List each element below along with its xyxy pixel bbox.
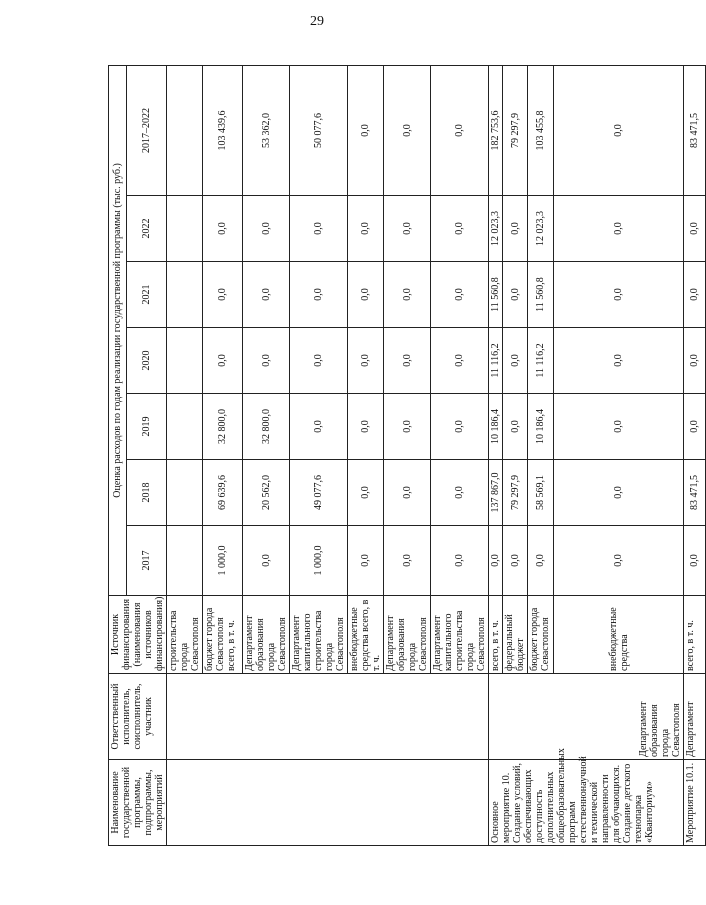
budget-table-container: [108, 66, 700, 846]
source-cell: бюджет города Севастополя: [528, 596, 554, 674]
year-header: 2018: [127, 460, 167, 526]
value-cell: [167, 460, 203, 526]
value-cell: 0,0: [503, 262, 528, 328]
value-cell: 0,0: [290, 394, 348, 460]
value-cell: 0,0: [384, 328, 431, 394]
source-cell: строительства города Севастополя: [167, 596, 203, 674]
value-cell: [167, 262, 203, 328]
header-source: Источник финансирования (наименования источников финансирования): [109, 596, 167, 674]
value-cell: 0,0: [384, 526, 431, 596]
value-cell: 0,0: [384, 262, 431, 328]
value-cell: 1 000,0: [203, 526, 243, 596]
value-cell: 0,0: [384, 196, 431, 262]
value-cell: 0,0: [431, 328, 489, 394]
value-cell: 0,0: [554, 65, 684, 195]
value-cell: 0,0: [348, 460, 384, 526]
value-cell: 0,0: [503, 526, 528, 596]
value-cell: 83 471,5: [684, 460, 706, 526]
year-header: 2019: [127, 394, 167, 460]
page-number: 29: [310, 14, 324, 29]
measure-10-1-name: Мероприятие 10.1.: [684, 760, 706, 846]
year-header: 2020: [127, 328, 167, 394]
value-cell: 0,0: [384, 394, 431, 460]
value-cell: 182 753,6: [489, 65, 503, 195]
value-cell: 49 077,6: [290, 460, 348, 526]
value-cell: 0,0: [503, 328, 528, 394]
value-cell: 0,0: [243, 262, 290, 328]
value-cell: 0,0: [431, 196, 489, 262]
year-header: 2021: [127, 262, 167, 328]
value-cell: 0,0: [431, 526, 489, 596]
value-cell: 10 186,4: [528, 394, 554, 460]
continued-name-cell: [167, 760, 489, 846]
source-cell: всего, в т. ч.: [684, 596, 706, 674]
header-estimate: Оценка расходов по годам реализации государственной программы (тыс. руб.): [109, 65, 127, 595]
value-cell: 20 562,0: [243, 460, 290, 526]
value-cell: 0,0: [203, 262, 243, 328]
value-cell: 0,0: [554, 262, 684, 328]
value-cell: 0,0: [431, 65, 489, 195]
value-cell: 12 023,3: [489, 196, 503, 262]
value-cell: 0,0: [348, 196, 384, 262]
value-cell: 137 867,0: [489, 460, 503, 526]
table-row: [167, 65, 203, 845]
value-cell: 0,0: [290, 328, 348, 394]
value-cell: 53 362,0: [243, 65, 290, 195]
source-cell: Департамент капитального строительства города Севастополя: [431, 596, 489, 674]
measure-10-executor: Департамент образования города Севастополя: [489, 674, 684, 760]
source-cell: Департамент образования города Севастополя: [384, 596, 431, 674]
value-cell: 11 560,8: [528, 262, 554, 328]
source-cell: федеральный бюджет: [503, 596, 528, 674]
source-cell: всего, в т. ч.: [489, 596, 503, 674]
value-cell: 0,0: [290, 196, 348, 262]
year-header: 2017: [127, 526, 167, 596]
value-cell: 79 297,9: [503, 65, 528, 195]
value-cell: 103 455,8: [528, 65, 554, 195]
value-cell: 0,0: [243, 196, 290, 262]
value-cell: 103 439,6: [203, 65, 243, 195]
value-cell: 0,0: [554, 460, 684, 526]
value-cell: 0,0: [489, 526, 503, 596]
value-cell: 0,0: [684, 262, 706, 328]
value-cell: 58 569,1: [528, 460, 554, 526]
continued-executor-cell: [167, 674, 489, 760]
value-cell: 0,0: [348, 526, 384, 596]
value-cell: 0,0: [348, 394, 384, 460]
source-cell: внебюджетные средства всего, в т. ч.: [348, 596, 384, 674]
header-name: Наименование государственной программы, подпрограммы, мероприятий: [109, 760, 167, 846]
value-cell: 0,0: [243, 526, 290, 596]
header-row: [109, 65, 127, 845]
value-cell: 10 186,4: [489, 394, 503, 460]
value-cell: 0,0: [431, 460, 489, 526]
value-cell: 0,0: [503, 394, 528, 460]
value-cell: 0,0: [243, 328, 290, 394]
value-cell: 79 297,9: [503, 460, 528, 526]
header-executor: Ответственный исполнитель, соисполнитель, участник: [109, 674, 167, 760]
value-cell: 83 471,5: [684, 65, 706, 195]
value-cell: 0,0: [348, 65, 384, 195]
value-cell: 0,0: [384, 65, 431, 195]
value-cell: 0,0: [554, 196, 684, 262]
value-cell: 0,0: [503, 196, 528, 262]
year-header: 2017–2022: [127, 65, 167, 195]
value-cell: 0,0: [348, 328, 384, 394]
value-cell: 0,0: [348, 262, 384, 328]
value-cell: 0,0: [684, 526, 706, 596]
value-cell: 11 116,2: [528, 328, 554, 394]
value-cell: 0,0: [203, 328, 243, 394]
value-cell: 50 077,6: [290, 65, 348, 195]
value-cell: 0,0: [554, 328, 684, 394]
value-cell: [167, 394, 203, 460]
value-cell: 0,0: [431, 394, 489, 460]
value-cell: [167, 65, 203, 195]
value-cell: 69 639,6: [203, 460, 243, 526]
source-cell: бюджет города Севастополя всего, в т. ч.: [203, 596, 243, 674]
measure-10-name: Основное мероприятие 10. Создание условий, обеспечивающих доступность дополнительных общеобразовательных программ естественнонаучной и технической направленности для обучающихся. Создание детского технопарка «Кванториум»: [489, 760, 684, 846]
value-cell: 1 000,0: [290, 526, 348, 596]
value-cell: 32 800,0: [203, 394, 243, 460]
value-cell: [167, 526, 203, 596]
value-cell: 32 800,0: [243, 394, 290, 460]
year-header: 2022: [127, 196, 167, 262]
value-cell: 11 116,2: [489, 328, 503, 394]
value-cell: 12 023,3: [528, 196, 554, 262]
value-cell: 0,0: [384, 460, 431, 526]
value-cell: 11 560,8: [489, 262, 503, 328]
value-cell: 0,0: [528, 526, 554, 596]
value-cell: 0,0: [554, 394, 684, 460]
value-cell: 0,0: [554, 526, 684, 596]
value-cell: 0,0: [203, 196, 243, 262]
source-cell: внебюджетные средства: [554, 596, 684, 674]
table-row: [489, 65, 503, 845]
value-cell: 0,0: [290, 262, 348, 328]
table-row: [684, 65, 706, 845]
value-cell: 0,0: [431, 262, 489, 328]
value-cell: 0,0: [684, 394, 706, 460]
value-cell: [167, 328, 203, 394]
value-cell: [167, 196, 203, 262]
value-cell: 0,0: [684, 328, 706, 394]
source-cell: Департамент образования города Севастополя: [243, 596, 290, 674]
budget-table: [108, 65, 706, 846]
source-cell: Департамент капитального строительства города Севастополя: [290, 596, 348, 674]
value-cell: 0,0: [684, 196, 706, 262]
measure-10-1-executor: Департамент: [684, 674, 706, 760]
